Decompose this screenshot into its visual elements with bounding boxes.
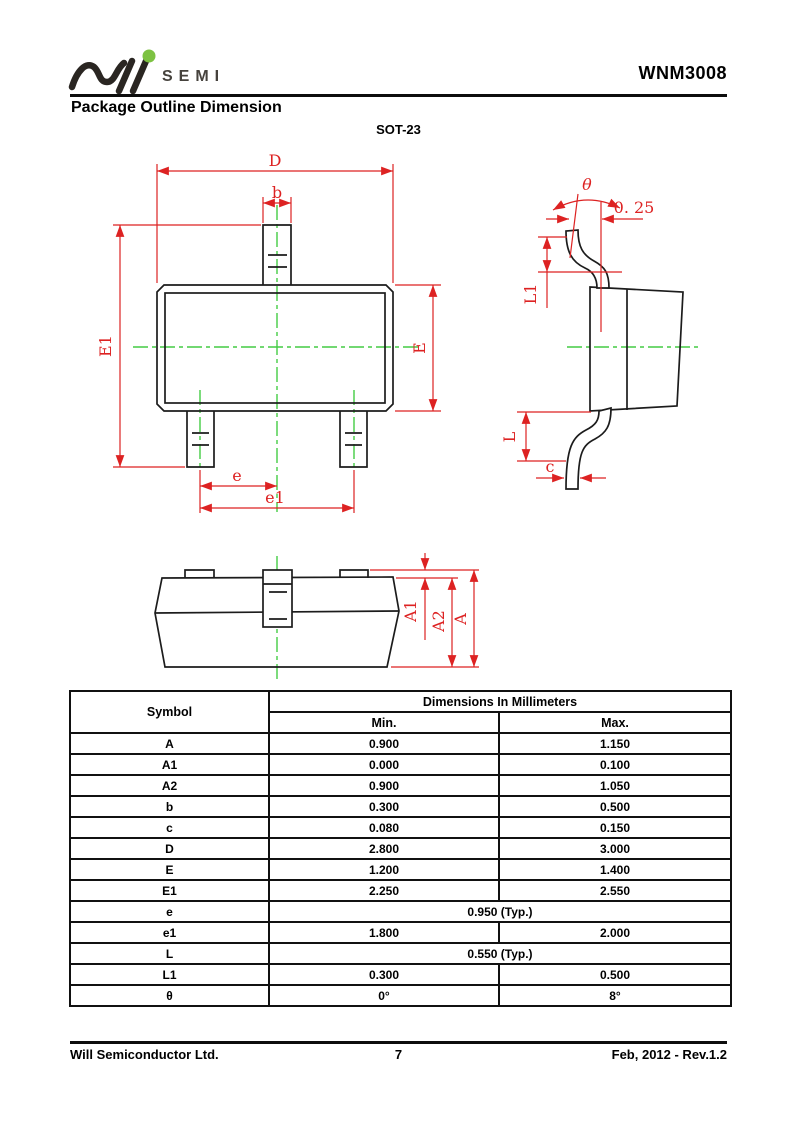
dim-label-lead-offset: 0. 25 [613, 198, 655, 217]
dimension-row [70, 985, 731, 1006]
symbol-cell: E [70, 859, 269, 880]
page-title: Package Outline Dimension [71, 99, 282, 116]
symbol-cell: θ [70, 985, 269, 1006]
dimensions-header: Dimensions In Millimeters [269, 691, 731, 712]
footer-page-number: 7 [394, 1047, 403, 1062]
min-value-cell: 1.200 [269, 859, 499, 880]
max-value-cell: 0.500 [499, 964, 731, 985]
dim-label-A: A [451, 613, 470, 625]
table-header-row-1 [70, 691, 731, 712]
min-value-cell: 0° [269, 985, 499, 1006]
dimension-row [70, 943, 731, 964]
dimension-row [70, 859, 731, 880]
dim-label-e1: e1 [265, 488, 285, 507]
symbol-cell: e1 [70, 922, 269, 943]
min-header: Min. [269, 712, 499, 733]
max-value-cell: 0.100 [499, 754, 731, 775]
side-view-dimensions [500, 175, 654, 478]
package-outline-drawing [0, 140, 800, 690]
dim-label-c: c [545, 457, 555, 476]
max-value-cell: 1.400 [499, 859, 731, 880]
header-rule [70, 94, 727, 97]
part-number: WNM3008 [638, 63, 727, 83]
symbol-cell: A [70, 733, 269, 754]
symbol-cell: D [70, 838, 269, 859]
dim-label-theta: θ [582, 175, 592, 194]
dim-label-A2: A2 [429, 610, 448, 632]
max-value-cell: 0.150 [499, 817, 731, 838]
top-view [96, 151, 441, 513]
footer-rule [70, 1041, 727, 1044]
dimension-row [70, 880, 731, 901]
max-value-cell: 0.500 [499, 796, 731, 817]
footer [70, 1047, 727, 1062]
max-value-cell: 2.550 [499, 880, 731, 901]
dim-label-D: D [268, 151, 282, 170]
top-view-centerlines [133, 205, 421, 512]
min-value-cell: 0.080 [269, 817, 499, 838]
symbol-cell: b [70, 796, 269, 817]
package-name: SOT-23 [376, 122, 421, 137]
min-value-cell: 2.800 [269, 838, 499, 859]
symbol-cell: L [70, 943, 269, 964]
dim-label-E1: E1 [96, 335, 115, 357]
side-view-body [566, 230, 683, 489]
logo-green-dot [143, 50, 156, 63]
symbol-cell: E1 [70, 880, 269, 901]
top-view-dimensions [96, 151, 441, 513]
front-view-dimensions [370, 553, 479, 667]
min-value-cell: 0.900 [269, 775, 499, 796]
footer-company: Will Semiconductor Ltd. [70, 1047, 219, 1062]
symbol-cell: e [70, 901, 269, 922]
side-view [500, 175, 698, 489]
symbol-cell: c [70, 817, 269, 838]
dimension-row [70, 817, 731, 838]
dimension-row [70, 901, 731, 922]
dim-label-E: E [410, 342, 429, 354]
max-value-cell: 1.050 [499, 775, 731, 796]
dim-label-b: b [271, 183, 283, 202]
typ-value-cell: 0.550 (Typ.) [269, 943, 731, 964]
min-value-cell: 1.800 [269, 922, 499, 943]
dimension-row [70, 922, 731, 943]
symbol-cell: L1 [70, 964, 269, 985]
dimension-row [70, 964, 731, 985]
symbol-cell: A2 [70, 775, 269, 796]
min-value-cell: 0.900 [269, 733, 499, 754]
dimension-row [70, 775, 731, 796]
symbol-header: Symbol [70, 691, 269, 733]
min-value-cell: 0.000 [269, 754, 499, 775]
dim-label-L: L [500, 431, 519, 443]
front-view-body [155, 570, 399, 667]
min-value-cell: 2.250 [269, 880, 499, 901]
max-header: Max. [499, 712, 731, 733]
max-value-cell: 2.000 [499, 922, 731, 943]
typ-value-cell: 0.950 (Typ.) [269, 901, 731, 922]
dimensions-table [69, 690, 732, 1007]
max-value-cell: 8° [499, 985, 731, 1006]
max-value-cell: 1.150 [499, 733, 731, 754]
min-value-cell: 0.300 [269, 964, 499, 985]
dimension-row [70, 796, 731, 817]
front-view [155, 553, 479, 682]
footer-revision: Feb, 2012 - Rev.1.2 [611, 1047, 727, 1062]
min-value-cell: 0.300 [269, 796, 499, 817]
top-view-body [157, 225, 393, 467]
dimension-row [70, 838, 731, 859]
logo-semi-text: SEMI [162, 68, 226, 85]
dim-label-A1: A1 [401, 600, 420, 622]
dim-label-L1: L1 [521, 283, 540, 305]
max-value-cell: 3.000 [499, 838, 731, 859]
dimension-row [70, 733, 731, 754]
symbol-cell: A1 [70, 754, 269, 775]
dimension-row [70, 754, 731, 775]
dim-label-e: e [232, 466, 242, 485]
